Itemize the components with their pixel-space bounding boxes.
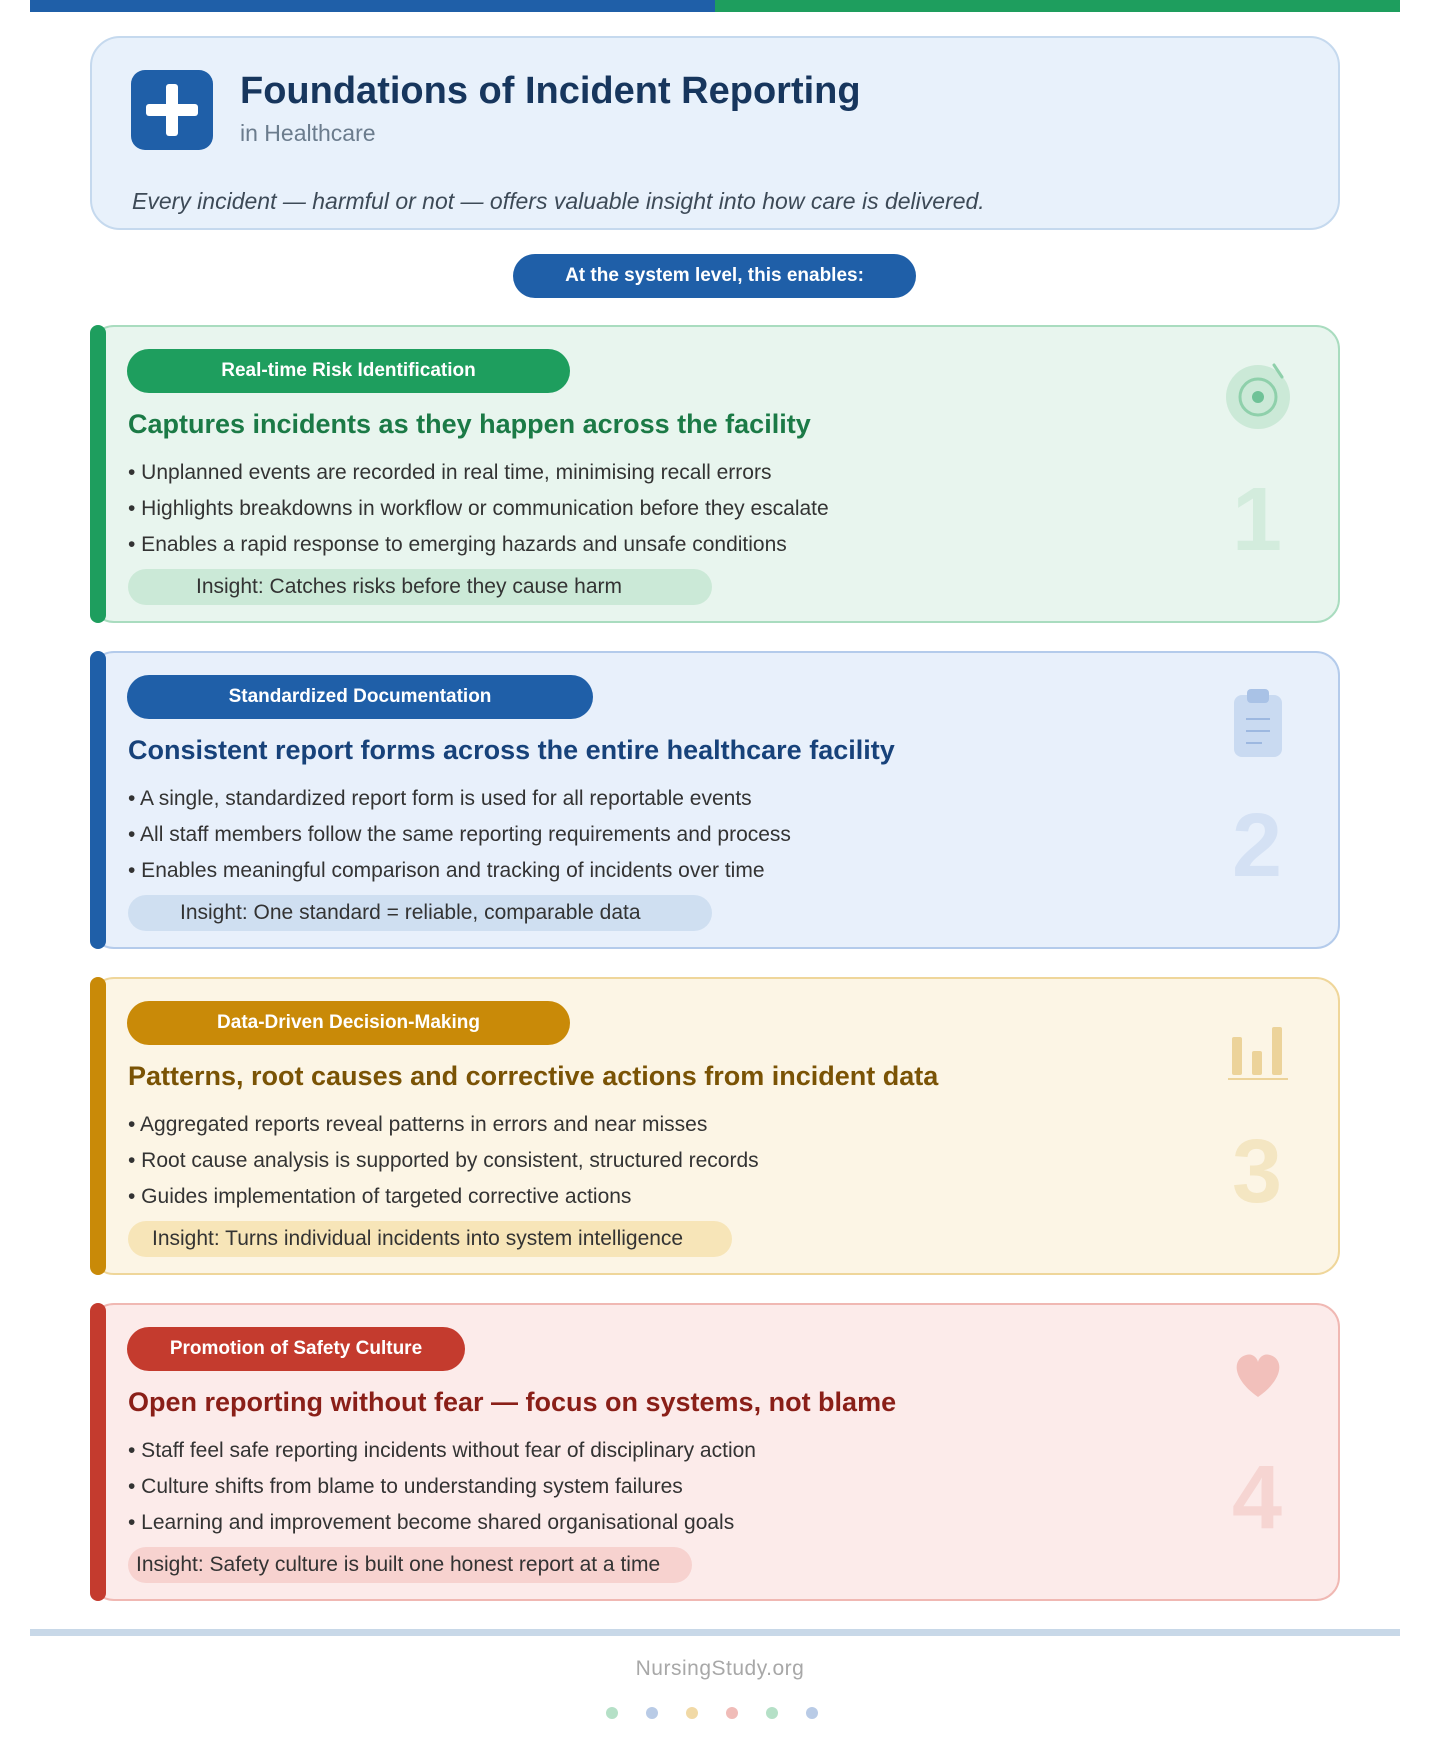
card-bullet: • Culture shifts from blame to understanding system failures	[128, 1475, 683, 1498]
card-insight: Insight: Safety culture is built one honest report at a time	[128, 1547, 692, 1583]
footer-dot	[646, 1707, 658, 1719]
card-heading: Open reporting without fear — focus on systems, not blame	[128, 1387, 897, 1417]
card-bullet: • Enables a rapid response to emerging hazards and unsafe conditions	[128, 533, 787, 556]
card-bullet: • Staff feel safe reporting incidents without fear of disciplinary action	[128, 1439, 756, 1462]
target-icon	[1218, 357, 1298, 437]
card-insight: Insight: Turns individual incidents into system intelligence	[128, 1221, 732, 1257]
top-accent-bar	[30, 0, 1400, 12]
footer-dot	[686, 1707, 698, 1719]
card-bullet: • Guides implementation of targeted corrective actions	[128, 1185, 632, 1208]
card-safety-culture	[90, 1303, 1340, 1601]
card-number: 4	[1231, 1448, 1282, 1548]
footer-brand: NursingStudy.org	[635, 1657, 805, 1680]
footer-dot	[766, 1707, 778, 1719]
card-bullet-list	[128, 455, 829, 563]
card-bullet-list	[128, 1433, 756, 1541]
top-bar-blue-segment	[30, 0, 715, 12]
card-number: 2	[1231, 796, 1282, 896]
heart-icon	[1218, 1335, 1298, 1415]
card-standardized-documentation	[90, 651, 1340, 949]
card-accent-bar	[90, 325, 106, 623]
card-heading: Consistent report forms across the entire healthcare facility	[128, 735, 895, 765]
card-bullet: • Aggregated reports reveal patterns in errors and near misses	[128, 1113, 708, 1136]
clipboard-icon	[1218, 683, 1298, 763]
footer-divider	[30, 1629, 1400, 1636]
page-title: Foundations of Incident Reporting	[240, 70, 861, 112]
footer-dots	[606, 1707, 836, 1719]
card-bullet: • Unplanned events are recorded in real time, minimising recall errors	[128, 461, 772, 484]
card-insight: Insight: Catches risks before they cause harm	[128, 569, 712, 605]
card-risk-identification	[90, 325, 1340, 623]
card-bullet: • Learning and improvement become shared organisational goals	[128, 1511, 735, 1534]
card-number: 3	[1231, 1122, 1282, 1222]
card-bullet: • Enables meaningful comparison and tracking of incidents over time	[128, 859, 765, 882]
footer-dot	[726, 1707, 738, 1719]
card-tag: Standardized Documentation	[127, 675, 593, 719]
card-heading: Captures incidents as they happen across the facility	[128, 409, 811, 439]
card-bullet-list	[128, 1107, 759, 1215]
card-bullet: • Root cause analysis is supported by consistent, structured records	[128, 1149, 759, 1172]
top-bar-green-segment	[715, 0, 1400, 12]
card-accent-bar	[90, 1303, 106, 1601]
page-subtitle: in Healthcare	[240, 120, 376, 146]
footer-dot	[806, 1707, 818, 1719]
card-accent-bar	[90, 977, 106, 1275]
footer-dot	[606, 1707, 618, 1719]
card-accent-bar	[90, 651, 106, 949]
system-level-label: At the system level, this enables:	[513, 254, 916, 298]
card-tag: Data-Driven Decision-Making	[127, 1001, 570, 1045]
card-tag: Promotion of Safety Culture	[127, 1327, 465, 1371]
card-insight: Insight: One standard = reliable, comparable data	[128, 895, 712, 931]
card-data-driven-decisions	[90, 977, 1340, 1275]
header-quote: Every incident — harmful or not — offers valuable insight into how care is delivered.	[132, 188, 985, 214]
medical-cross-icon	[131, 70, 213, 150]
card-bullet: • Highlights breakdowns in workflow or communication before they escalate	[128, 497, 829, 520]
card-number: 1	[1231, 470, 1282, 570]
card-tag: Real-time Risk Identification	[127, 349, 570, 393]
card-bullet-list	[128, 781, 791, 889]
card-heading: Patterns, root causes and corrective actions from incident data	[128, 1061, 939, 1091]
header-card	[90, 36, 1340, 230]
card-bullet: • A single, standardized report form is used for all reportable events	[128, 787, 752, 810]
card-bullet: • All staff members follow the same reporting requirements and process	[128, 823, 791, 846]
bar-chart-icon	[1218, 1009, 1298, 1089]
